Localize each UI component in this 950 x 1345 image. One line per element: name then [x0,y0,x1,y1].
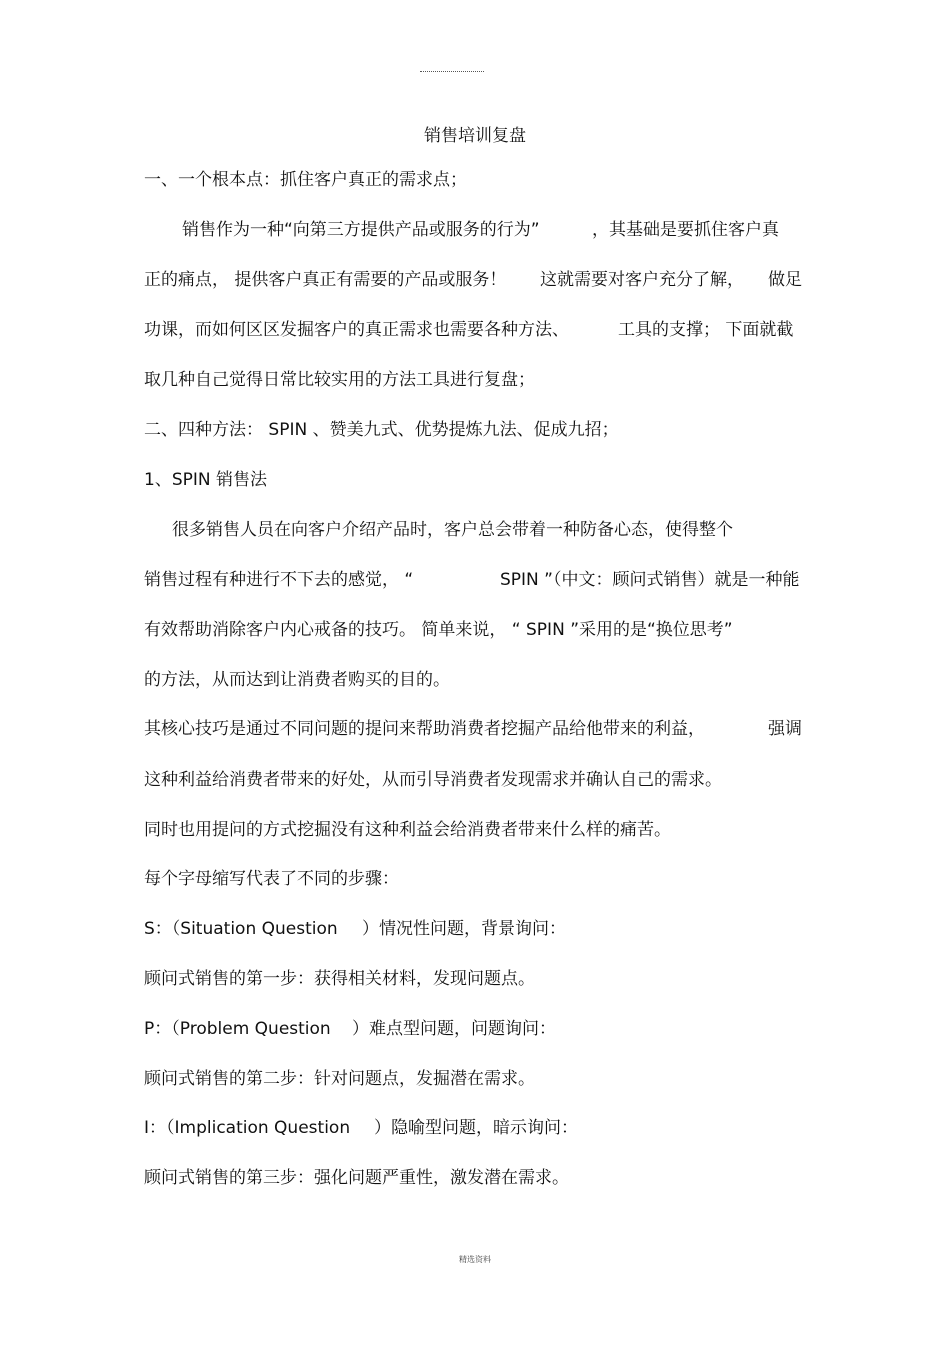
paragraph-3-line-1a: 其核心技巧是通过不同问题的提问来帮助消费者挖掘产品给他带来的利益， [144,719,705,739]
paragraph-1-line-4: 取几种自己觉得日常比较实用的方法工具进行复盘； [144,370,535,390]
page-footer: 精选资料 [459,1255,491,1264]
step-p-label: P：（Problem Question [144,1019,331,1039]
paragraph-2-line-2b: SPIN ”（中文：顾问式销售）就是一种能 [500,570,800,590]
document-title: 销售培训复盘 [424,126,526,146]
step-s-label: S：（Situation Question [144,919,338,939]
step-s-description: 顾问式销售的第一步：获得相关材料，发现问题点。 [144,969,535,989]
step-i-label: I：（Implication Question [144,1118,351,1138]
paragraph-2-line-4: 的方法，从而达到让消费者购买的目的。 [144,670,450,690]
paragraph-2-line-2a: 销售过程有种进行不下去的感觉， “ [144,570,414,590]
paragraph-3-line-4: 每个字母缩写代表了不同的步骤： [144,869,399,889]
step-i-title: ）隐喻型问题，暗示询问： [374,1118,578,1138]
step-s-title: ）情况性问题，背景询问： [362,919,566,939]
section-2-heading: 二、四种方法： SPIN 、赞美九式、优势提炼九法、促成九招； [144,420,619,440]
step-i-description: 顾问式销售的第三步：强化问题严重性，激发潜在需求。 [144,1168,569,1188]
paragraph-1-line-3a: 功课，而如何区区发掘客户的真正需求也需要各种方法、 [144,320,569,340]
paragraph-1-line-1a: 销售作为一种“向第三方提供产品或服务的行为” [182,220,540,240]
paragraph-1-line-2a: 正的痛点， 提供客户真正有需要的产品或服务！ [144,270,507,290]
step-p-title: ）难点型问题，问题询问： [352,1019,556,1039]
paragraph-3-line-1b: 强调 [768,719,802,739]
step-p-description: 顾问式销售的第二步：针对问题点，发掘潜在需求。 [144,1069,535,1089]
paragraph-1-line-2b: 这就需要对客户充分了解， [540,270,744,290]
paragraph-2-line-3: 有效帮助消除客户内心戒备的技巧。 简单来说， “ SPIN ”采用的是“换位思考” [144,620,733,640]
paragraph-1-line-1b: ，其基础是要抓住客户真 [592,220,779,240]
header-rule [420,71,484,72]
paragraph-3-line-3: 同时也用提问的方式挖掘没有这种利益会给消费者带来什么样的痛苦。 [144,820,671,840]
paragraph-1-line-3b: 工具的支撑； 下面就截 [618,320,794,340]
section-1-heading: 一、一个根本点：抓住客户真正的需求点； [144,170,467,190]
paragraph-2-line-1: 很多销售人员在向客户介绍产品时，客户总会带着一种防备心态，使得整个 [172,520,733,540]
paragraph-1-line-2c: 做足 [768,270,802,290]
subsection-1-heading: 1、SPIN 销售法 [144,470,267,490]
paragraph-3-line-2: 这种利益给消费者带来的好处，从而引导消费者发现需求并确认自己的需求。 [144,770,722,790]
